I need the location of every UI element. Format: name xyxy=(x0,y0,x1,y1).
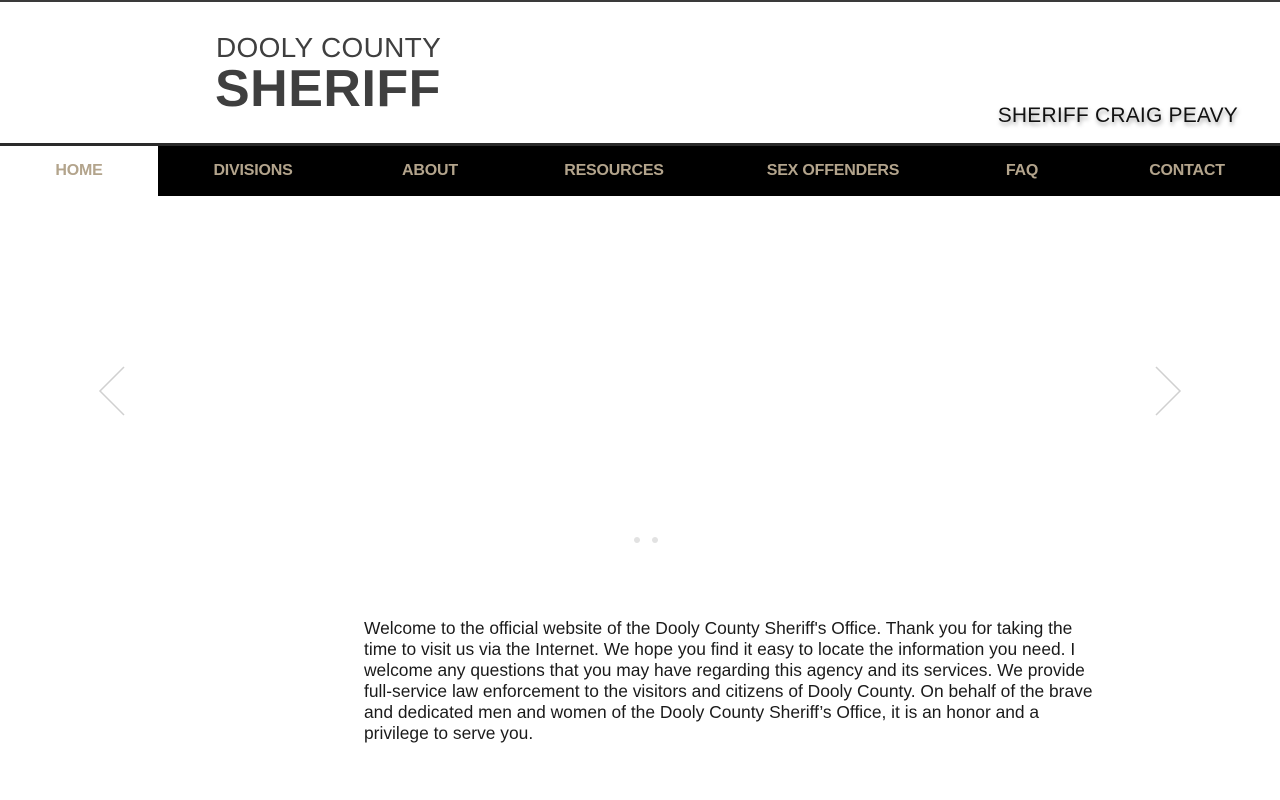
slideshow-pagination xyxy=(634,537,658,543)
main-navigation xyxy=(0,146,1280,196)
nav-item-divisions[interactable]: DIVISIONS xyxy=(213,162,293,179)
slide-dot-2[interactable] xyxy=(652,537,658,543)
sheriff-name: SHERIFF CRAIG PEAVY xyxy=(997,104,1238,127)
nav-item-faq[interactable]: FAQ xyxy=(1005,162,1039,179)
slideshow-next-button[interactable] xyxy=(1152,366,1182,416)
welcome-message: Welcome to the official website of the Dooly County Sheriff's Office. Thank you for taking the time to visit us via the Internet. We hope you find it easy to locate the information you need. I welcome any questions that you may have regarding this agency and its services. We provide full-service law enforcement to the visitors and citizens of Dooly County. On behalf of the brave and dedicated men and women of the Dooly County Sheriff’s Office, it is an honor and a privilege to serve you. xyxy=(364,618,1093,743)
nav-item-sex-offenders[interactable]: SEX OFFENDERS xyxy=(766,162,900,179)
site-header xyxy=(0,2,1280,144)
slide-dot-1[interactable] xyxy=(634,537,640,543)
logo-sheriff-text[interactable]: SHERIFF xyxy=(215,60,441,118)
nav-item-resources[interactable]: RESOURCES xyxy=(564,162,664,179)
nav-item-about[interactable]: ABOUT xyxy=(402,162,458,179)
nav-item-home[interactable]: HOME xyxy=(0,146,158,196)
chevron-left-icon xyxy=(98,366,128,416)
chevron-right-icon xyxy=(1152,366,1182,416)
nav-item-contact[interactable]: CONTACT xyxy=(1149,162,1225,179)
logo-county-text[interactable]: DOOLY COUNTY xyxy=(216,32,442,63)
image-slideshow xyxy=(0,196,1280,586)
slideshow-prev-button[interactable] xyxy=(98,366,128,416)
